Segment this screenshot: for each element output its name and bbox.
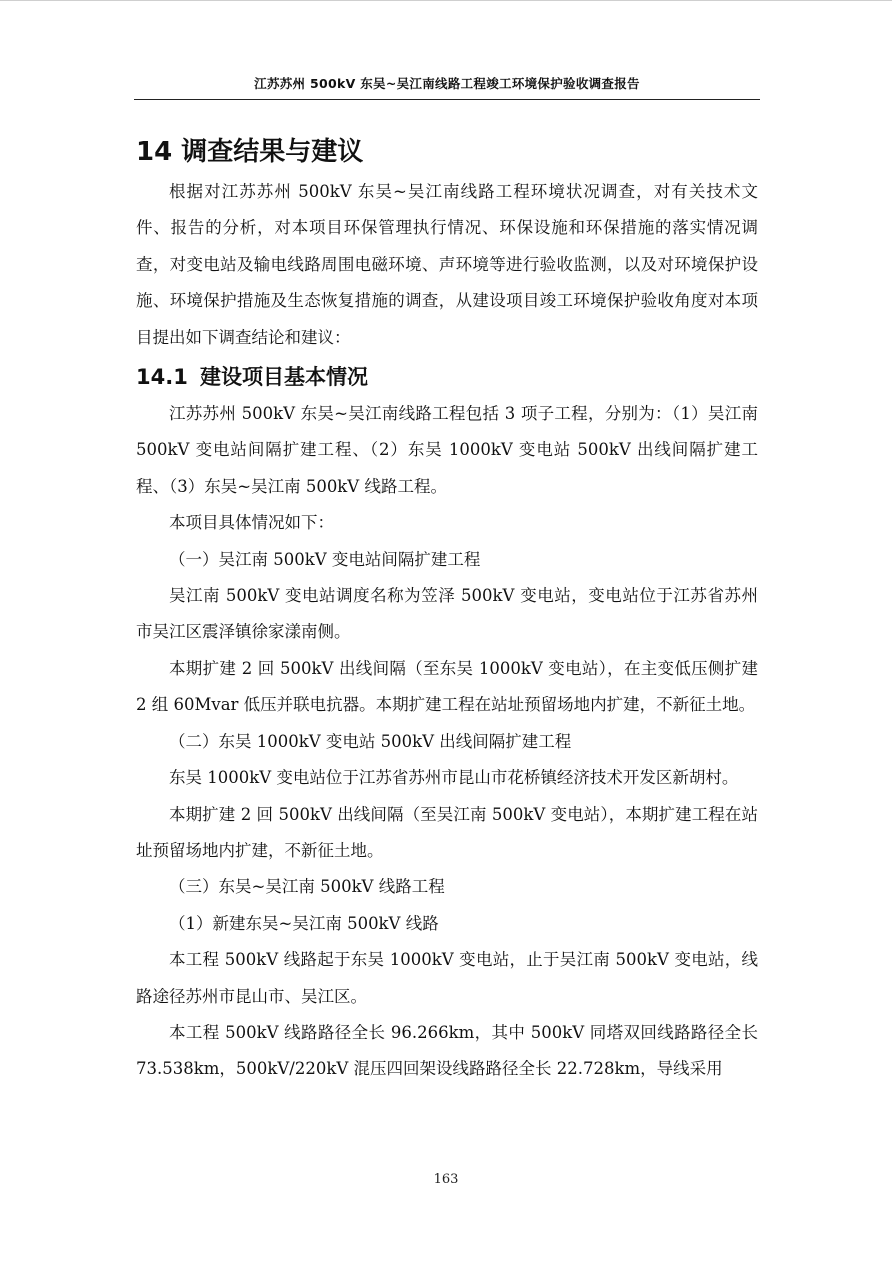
header-rule	[134, 99, 760, 100]
page-top-border	[0, 0, 892, 1]
paragraph-wujiangnan-location: 吴江南 500kV 变电站调度名称为笠泽 500kV 变电站，变电站位于江苏省苏州市吴江区震泽镇徐家漾南侧。	[136, 586, 758, 642]
item-heading-wujiangnan-substation: （一）吴江南 500kV 变电站间隔扩建工程	[169, 549, 481, 569]
paragraph-dongwu-location: 东吴 1000kV 变电站位于江苏省苏州市昆山市花桥镇经济技术开发区新胡村。	[169, 768, 739, 788]
chapter-intro-paragraph: 根据对江苏苏州 500kV 东吴~吴江南线路工程环境状况调查，对有关技术文件、报告的分析，对本项目环保管理执行情况、环保设施和环保措施的落实情况调查，对变电站及输电线路周围电磁环境、声环境等进行验收监测，以及对环境保护设施、环境保护措施及生态恢复措施的调查，从建设项目竣工环境保护验收角度对本项目提出如下调查结论和建议：	[136, 182, 758, 347]
chapter-heading: 14 调查结果与建议	[136, 137, 364, 167]
page-number: 163	[433, 1172, 459, 1187]
section-heading	[136, 360, 758, 394]
item-heading-line-project: （三）东吴~吴江南 500kV 线路工程	[169, 877, 445, 897]
section-title: 建设项目基本情况	[200, 365, 368, 390]
page-content	[136, 132, 758, 1088]
paragraph-project-scope: 江苏苏州 500kV 东吴~吴江南线路工程包括 3 项子工程，分别为：（1）吴江南 500kV 变电站间隔扩建工程、（2）东吴 1000kV 变电站 500kV 出线间隔扩建工程、（3）东吴~吴江南 500kV 线路工程。	[136, 404, 758, 496]
running-header: 江苏苏州 500kV 东吴~吴江南线路工程竣工环境保护验收调查报告	[254, 76, 640, 91]
subitem-heading-new-line: （1）新建东吴~吴江南 500kV 线路	[169, 913, 439, 933]
paragraph-dongwu-expansion: 本期扩建 2 回 500kV 出线间隔（至吴江南 500kV 变电站），本期扩建工程在站址预留场地内扩建，不新征土地。	[136, 804, 758, 860]
paragraph-wujiangnan-expansion: 本期扩建 2 回 500kV 出线间隔（至东吴 1000kV 变电站），在主变低压侧扩建 2 组 60Mvar 低压并联电抗器。本期扩建工程在站址预留场地内扩建，不新征土地。	[136, 658, 758, 715]
paragraph-details-intro: 本项目具体情况如下：	[169, 513, 334, 533]
paragraph-line-length: 本工程 500kV 线路路径全长 96.266km，其中 500kV 同塔双回线路路径全长 73.538km，500kV/220kV 混压四回架设线路路径全长 22.728km，导线采用	[136, 1022, 758, 1079]
section-number: 14.1	[136, 365, 188, 390]
paragraph-line-route: 本工程 500kV 线路起于东吴 1000kV 变电站，止于吴江南 500kV 变电站，线路途径苏州市昆山市、吴江区。	[136, 950, 758, 1006]
item-heading-dongwu-substation: （二）东吴 1000kV 变电站 500kV 出线间隔扩建工程	[169, 731, 572, 751]
